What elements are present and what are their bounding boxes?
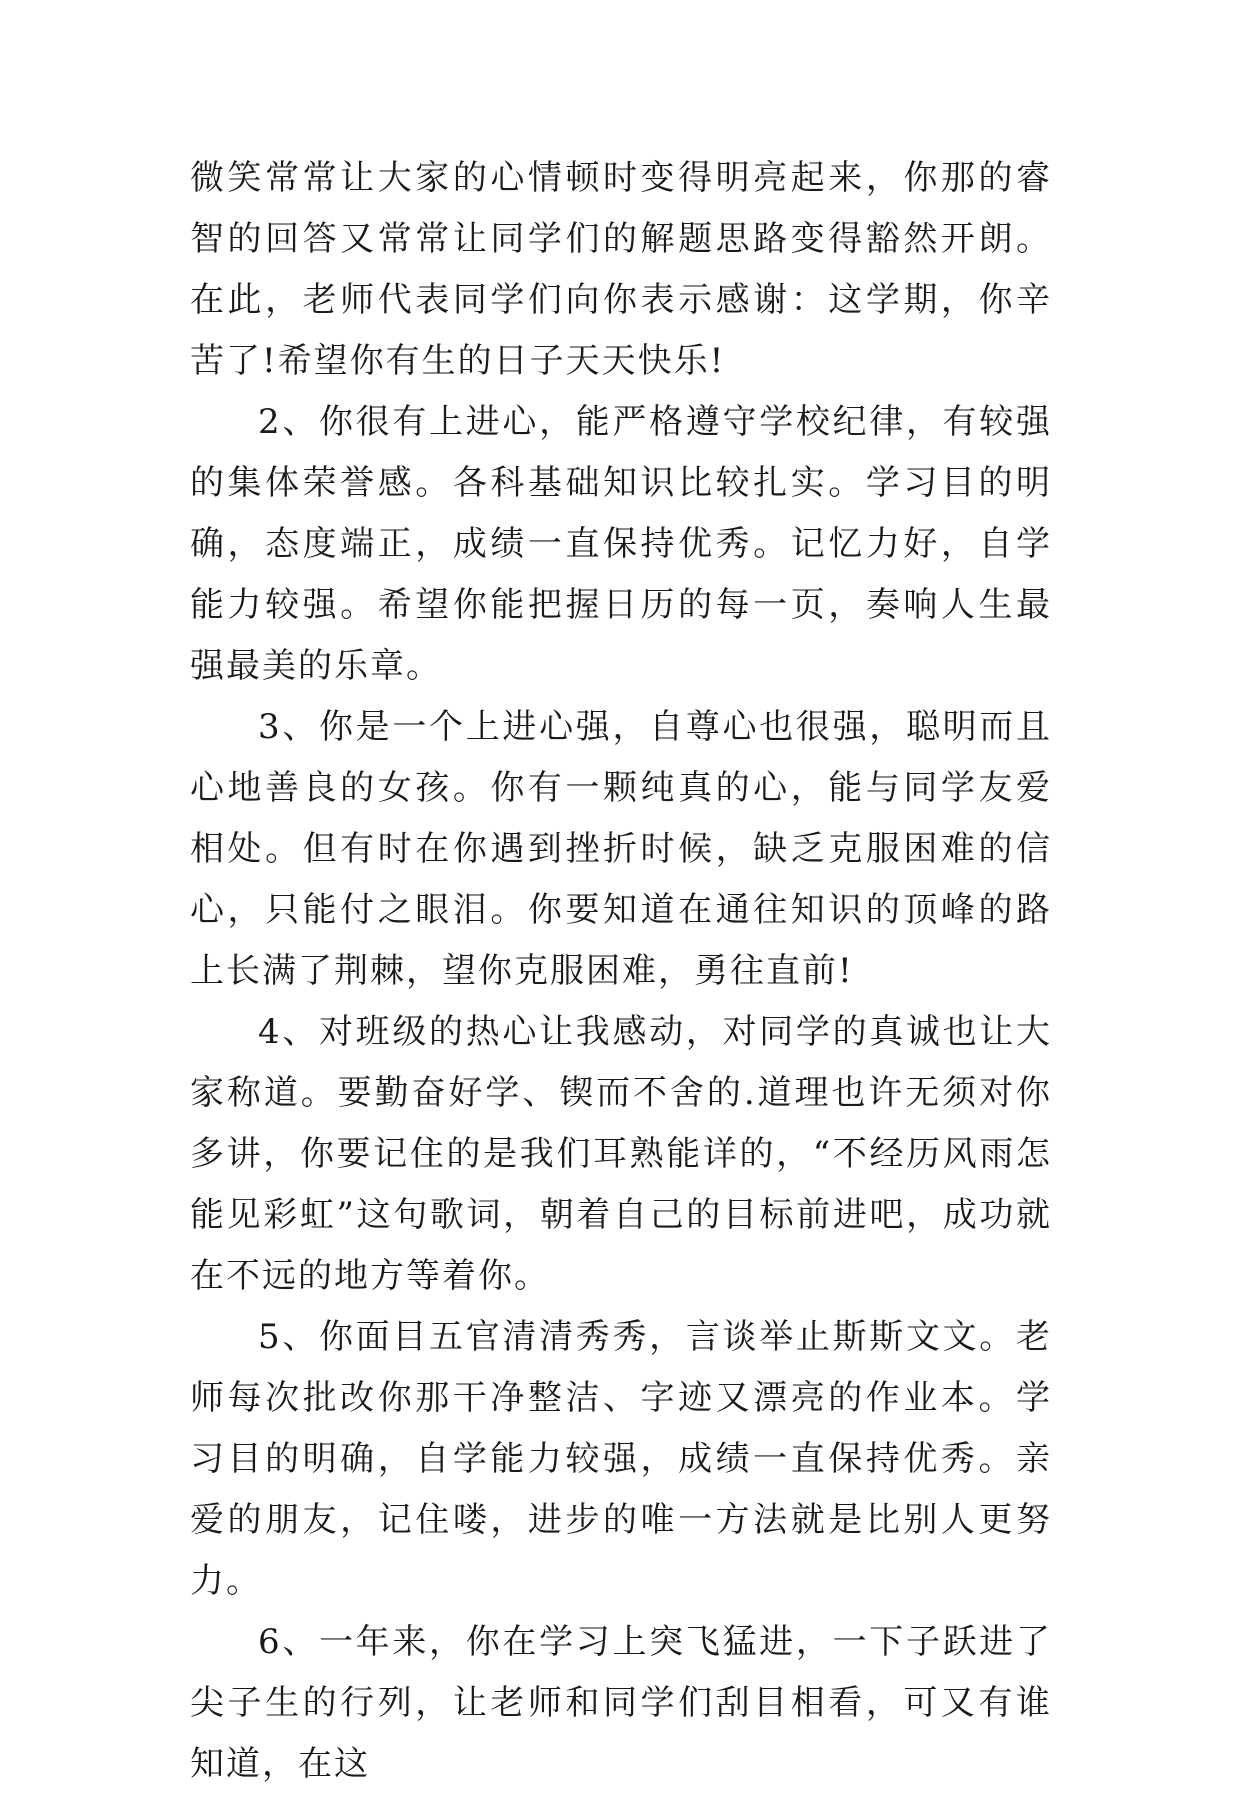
paragraph-comment-6: 6、一年来，你在学习上突飞猛进，一下子跃进了尖子生的行列，让老师和同学们刮目相看，可又有谁知道，在这 — [190, 1622, 1052, 1784]
paragraph-comment-4: 4、对班级的热心让我感动，对同学的真诚也让大家称道。要勤奋好学、锲而不舍的.道理也许无须对你多讲，你要记住的是我们耳熟能详的，“不经历风雨怎能见彩虹”这句歌词，朝着自己的目标前进吧，成功就在不远的地方等着你。 — [190, 1012, 1052, 1296]
paragraph-comment-5: 5、你面目五官清清秀秀，言谈举止斯斯文文。老师每次批改你那干净整洁、字迹又漂亮的作业本。学习目的明确，自学能力较强，成绩一直保持优秀。亲爱的朋友，记住喽，进步的唯一方法就是比别人更努力。 — [190, 1317, 1052, 1601]
paragraph-comment-3: 3、你是一个上进心强，自尊心也很强，聪明而且心地善良的女孩。你有一颗纯真的心，能与同学友爱相处。但有时在你遇到挫折时候，缺乏克服困难的信心，只能付之眼泪。你要知道在通往知识的顶峰的路上长满了荆棘，望你克服困难，勇往直前! — [190, 707, 1052, 991]
document-body — [190, 148, 1052, 1795]
paragraph-comment-2: 2、你很有上进心，能严格遵守学校纪律，有较强的集体荣誉感。各科基础知识比较扎实。学习目的明确，态度端正，成绩一直保持优秀。记忆力好，自学能力较强。希望你能把握日历的每一页，奏响人生最强最美的乐章。 — [190, 402, 1052, 686]
paragraph-continuation: 微笑常常让大家的心情顿时变得明亮起来，你那的睿智的回答又常常让同学们的解题思路变得豁然开朗。在此，老师代表同学们向你表示感谢：这学期，你辛苦了!希望你有生的日子天天快乐! — [190, 158, 1052, 381]
